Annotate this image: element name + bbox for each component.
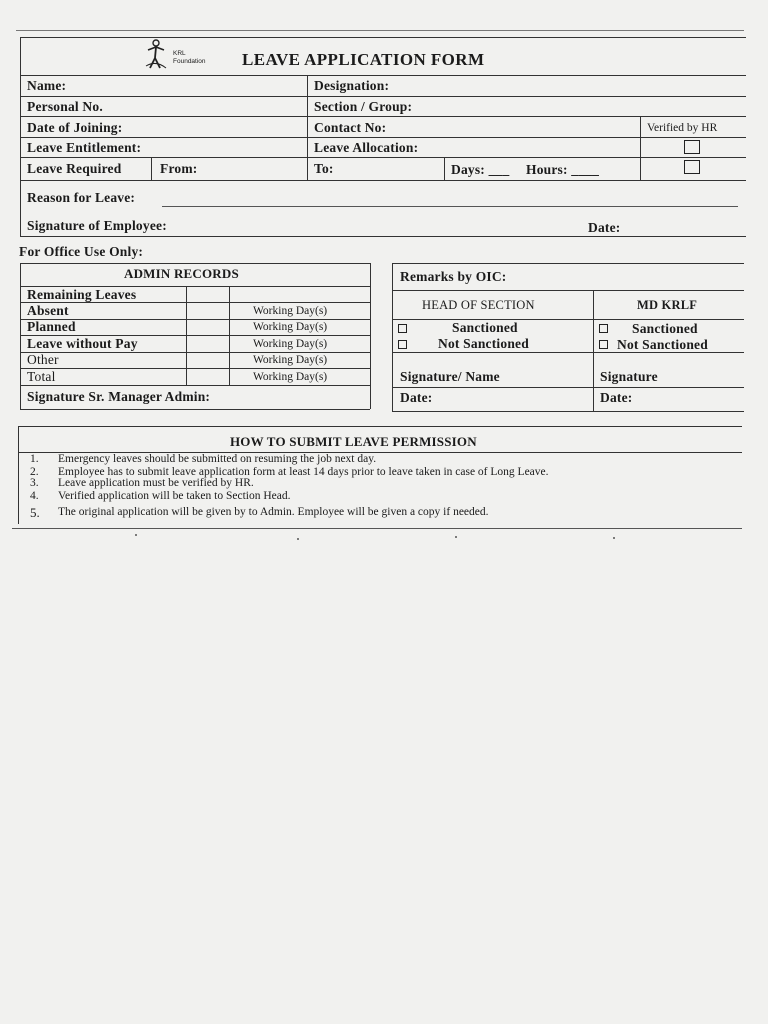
verified-hr-checkbox-1[interactable] — [684, 140, 700, 154]
hos-signature-name-label: Signature/ Name — [400, 369, 500, 384]
instruction-number: 2. — [30, 466, 39, 478]
instruction-text: The original application will be given by to Admin. Employee will be given a copy if needed. — [58, 506, 489, 518]
form-title: LEAVE APPLICATION FORM — [242, 50, 485, 69]
scan-speck — [613, 537, 615, 539]
logo-text-line1: KRL — [173, 50, 186, 57]
md-not-sanctioned-label: Not Sanctioned — [617, 337, 708, 352]
admin-row-unit: Working Day(s) — [253, 305, 328, 317]
admin-row-unit: Working Day(s) — [253, 354, 328, 366]
instruction-number: 4. — [30, 490, 39, 502]
md-krlf-header: MD KRLF — [637, 298, 698, 312]
leave-required-label: Leave Required — [27, 161, 122, 176]
md-date-label: Date: — [600, 390, 633, 405]
verified-hr-checkbox-2[interactable] — [684, 160, 700, 174]
reason-for-leave-label: Reason for Leave: — [27, 190, 136, 205]
hours-label: Hours: ____ — [526, 162, 600, 177]
admin-row-label: Absent — [27, 303, 69, 318]
reason-for-leave-line[interactable] — [162, 206, 738, 207]
signature-of-employee-label: Signature of Employee: — [27, 218, 167, 233]
instruction-text: Leave application must be verified by HR. — [58, 477, 254, 489]
krl-foundation-logo — [142, 38, 204, 72]
hos-not-sanctioned-checkbox[interactable] — [398, 340, 407, 349]
hos-date-label: Date: — [400, 390, 433, 405]
leave-allocation-label: Leave Allocation: — [314, 140, 419, 155]
admin-row-unit: Working Day(s) — [253, 338, 328, 350]
verified-by-hr-label: Verified by HR — [647, 122, 718, 134]
section-group-label: Section / Group: — [314, 99, 413, 114]
admin-row-unit: Working Day(s) — [253, 321, 328, 333]
leave-entitlement-label: Leave Entitlement: — [27, 140, 142, 155]
days-label: Days: ___ — [451, 162, 510, 177]
name-label: Name: — [27, 78, 67, 93]
instructions-header: HOW TO SUBMIT LEAVE PERMISSION — [230, 434, 477, 449]
admin-row-label: Planned — [27, 319, 76, 334]
hos-sanctioned-label: Sanctioned — [452, 320, 518, 335]
instruction-number: 5. — [30, 505, 40, 520]
logo-text-line2: Foundation — [173, 58, 206, 65]
admin-signature-label: Signature Sr. Manager Admin: — [27, 389, 211, 404]
employee-date-label: Date: — [588, 220, 621, 235]
remarks-by-oic-label: Remarks by OIC: — [400, 269, 507, 284]
instruction-text: Employee has to submit leave application form at least 14 days prior to leave taken in case of Long Leave. — [58, 466, 549, 478]
instruction-text: Emergency leaves should be submitted on resuming the job next day. — [58, 453, 377, 465]
instruction-number: 3. — [30, 477, 39, 489]
scan-speck — [455, 536, 457, 538]
md-sanctioned-checkbox[interactable] — [599, 324, 608, 333]
designation-label: Designation: — [314, 78, 390, 93]
hos-not-sanctioned-label: Not Sanctioned — [438, 336, 529, 351]
admin-row-label: Other — [27, 352, 59, 367]
admin-row-label: Leave without Pay — [27, 336, 138, 351]
admin-row-unit: Working Day(s) — [253, 371, 328, 383]
instruction-text: Verified application will be taken to Section Head. — [58, 490, 291, 502]
admin-records-header: ADMIN RECORDS — [124, 266, 239, 281]
scan-speck — [135, 534, 137, 536]
date-of-joining-label: Date of Joining: — [27, 120, 123, 135]
md-sanctioned-label: Sanctioned — [632, 321, 698, 336]
instruction-number: 1. — [30, 453, 39, 465]
from-label: From: — [160, 161, 198, 176]
contact-no-label: Contact No: — [314, 120, 387, 135]
md-not-sanctioned-checkbox[interactable] — [599, 340, 608, 349]
remaining-leaves-label: Remaining Leaves — [27, 287, 137, 302]
md-signature-label: Signature — [600, 369, 658, 384]
hos-sanctioned-checkbox[interactable] — [398, 324, 407, 333]
admin-row-label: Total — [27, 369, 56, 384]
personal-no-label: Personal No. — [27, 99, 103, 114]
office-use-label: For Office Use Only: — [19, 244, 144, 259]
head-of-section-header: HEAD OF SECTION — [422, 298, 535, 312]
scan-speck — [297, 538, 299, 540]
to-label: To: — [314, 161, 334, 176]
